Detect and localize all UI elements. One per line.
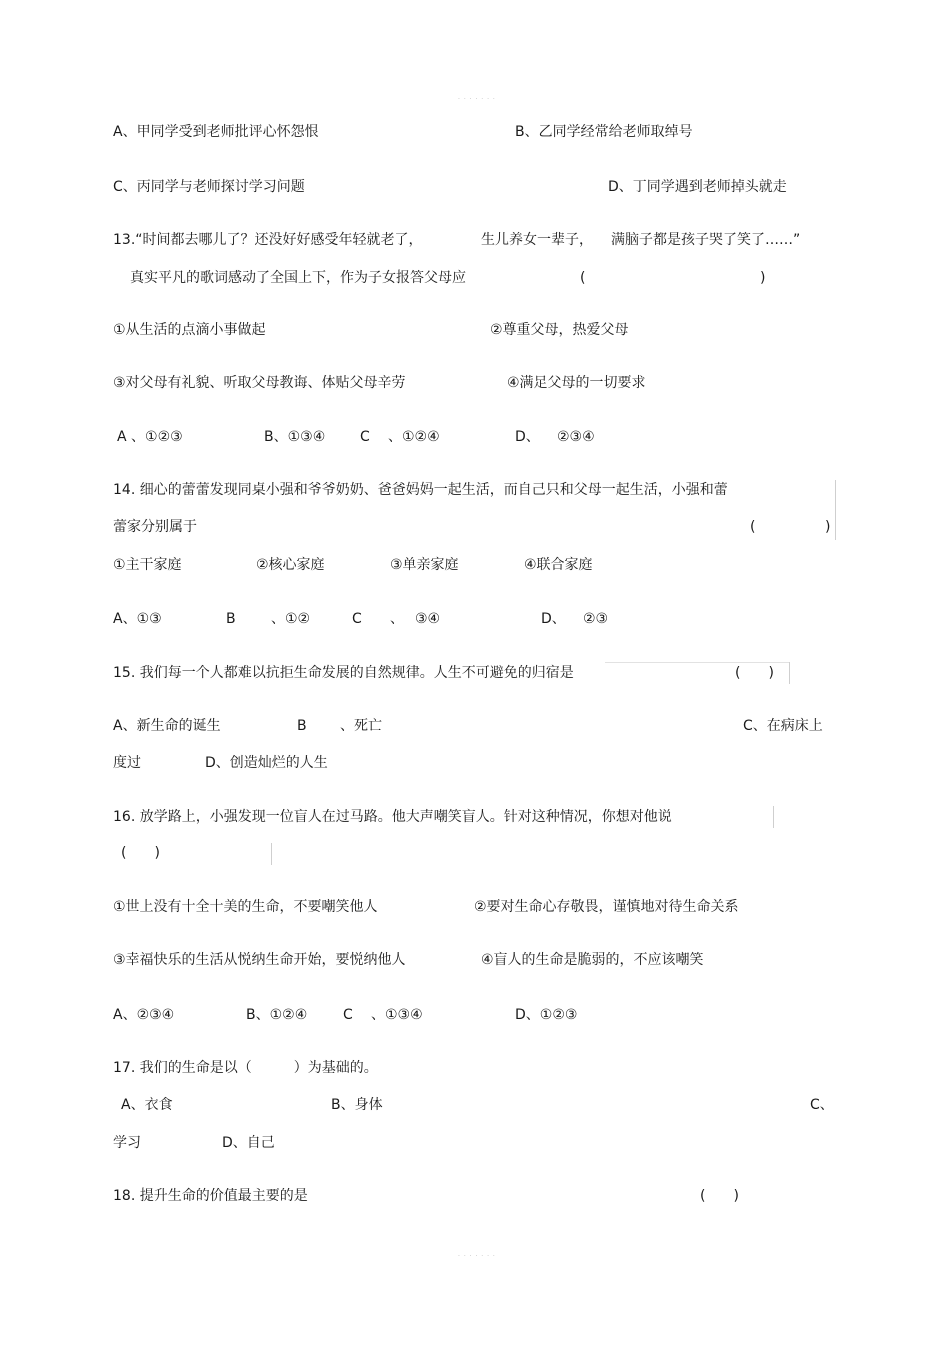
q14-item-2: ②核心家庭 (256, 557, 325, 573)
q12-option-c: C、丙同学与老师探讨学习问题 (113, 179, 305, 195)
q13-answer-paren-open: ( (580, 270, 586, 286)
q13-item-3: ③对父母有礼貌、听取父母教诲、体贴父母辛劳 (113, 375, 406, 391)
q15-option-c-continued: 度过 (113, 755, 141, 771)
q14-option-d-letter: D、 (541, 611, 566, 627)
q14-margin-line (835, 480, 836, 540)
q15-top-rule (605, 662, 789, 663)
q16-item-4: ④盲人的生命是脆弱的，不应该嘲笑 (481, 952, 704, 968)
q13-item-1: ①从生活的点滴小事做起 (113, 322, 266, 338)
q14-question-line1: 14. 细心的蕾蕾发现同桌小强和爷爷奶奶、爸爸妈妈一起生活，而自己只和父母一起生活，小强和蕾 (113, 482, 728, 498)
q15-option-b-text: 、死亡 (340, 718, 382, 734)
q15-question: 15. 我们每一个人都难以抗拒生命发展的自然规律。人生不可避免的归宿是 (113, 665, 574, 681)
q17-option-c: C、 (810, 1097, 834, 1113)
q13-option-a: A 、①②③ (117, 429, 183, 445)
q16-question: 16. 放学路上，小强发现一位盲人在过马路。他大声嘲笑盲人。针对这种情况，你想对他说 (113, 809, 672, 825)
q17-option-a: A、衣食 (121, 1097, 173, 1113)
q14-option-a: A、①③ (113, 611, 162, 627)
q13-question-part3: 满脑子都是孩子哭了笑了……” (611, 232, 801, 248)
q13-option-b: B、①③④ (264, 429, 326, 445)
q18-question: 18. 提升生命的价值最主要的是 (113, 1188, 308, 1204)
q13-question-part1: 13.“时间都去哪儿了？还没好好感受年轻就老了， (113, 232, 423, 248)
q15-option-c: C、在病床上 (743, 718, 823, 734)
q17-option-c-continued: 学习 (113, 1135, 141, 1151)
q16-option-c-items: 、①③④ (371, 1007, 423, 1023)
q12-option-b: B、乙同学经常给老师取绰号 (515, 124, 693, 140)
header-mark: · · · · · · · (458, 96, 496, 103)
q13-question-line2: 真实平凡的歌词感动了全国上下，作为子女报答父母应 (130, 270, 466, 286)
q14-option-c-sep: 、 (390, 611, 404, 627)
q17-option-d: D、自己 (222, 1135, 275, 1151)
q13-item-4: ④满足父母的一切要求 (507, 375, 646, 391)
q13-option-d-items: ②③④ (557, 429, 595, 445)
q14-option-b-items: 、①② (271, 611, 311, 627)
q14-option-c-items: ③④ (415, 611, 441, 627)
q14-item-1: ①主干家庭 (113, 557, 182, 573)
q14-option-d-items: ②③ (583, 611, 609, 627)
q16-item-1: ①世上没有十全十美的生命，不要嘲笑他人 (113, 899, 378, 915)
q13-option-c-items: 、①②④ (388, 429, 440, 445)
q15-margin-line (789, 662, 790, 684)
q13-option-d-letter: D、 (515, 429, 540, 445)
q12-option-a: A、甲同学受到老师批评心怀怨恨 (113, 124, 319, 140)
footer-mark: · · · · · · · (458, 1253, 496, 1260)
q14-item-3: ③单亲家庭 (390, 557, 459, 573)
q16-paren-line (271, 843, 272, 865)
q14-question-line2: 蕾家分别属于 (113, 519, 197, 535)
q14-option-b-letter: B (226, 611, 236, 627)
q17-option-b: B、身体 (331, 1097, 383, 1113)
q15-answer-paren: ( ) (735, 665, 774, 681)
q18-answer-paren: ( ) (700, 1188, 739, 1204)
q16-option-b: B、①②④ (246, 1007, 308, 1023)
q13-item-2: ②尊重父母，热爱父母 (490, 322, 629, 338)
q17-question: 17. 我们的生命是以（ ）为基础的。 (113, 1060, 378, 1076)
q16-answer-paren: ( ) (121, 845, 160, 861)
q16-item-3: ③幸福快乐的生活从悦纳生命开始，要悦纳他人 (113, 952, 406, 968)
q15-option-d: D、创造灿烂的人生 (205, 755, 328, 771)
q14-item-4: ④联合家庭 (524, 557, 593, 573)
q16-option-c-letter: C (343, 1007, 353, 1023)
q13-option-c-letter: C (360, 429, 370, 445)
q14-answer-paren-close: ) (825, 519, 831, 535)
q14-answer-paren-open: ( (750, 519, 756, 535)
q15-option-b-letter: B (297, 718, 307, 734)
q16-option-d: D、①②③ (515, 1007, 578, 1023)
q12-option-d: D、丁同学遇到老师掉头就走 (608, 179, 787, 195)
q14-option-c-letter: C (352, 611, 362, 627)
q15-option-a: A、新生命的诞生 (113, 718, 221, 734)
q16-option-a: A、②③④ (113, 1007, 175, 1023)
q16-item-2: ②要对生命心存敬畏，谨慎地对待生命关系 (474, 899, 739, 915)
q13-answer-paren-close: ) (760, 270, 766, 286)
q13-question-part2: 生儿养女一辈子， (481, 232, 593, 248)
q16-margin-line (773, 806, 774, 828)
